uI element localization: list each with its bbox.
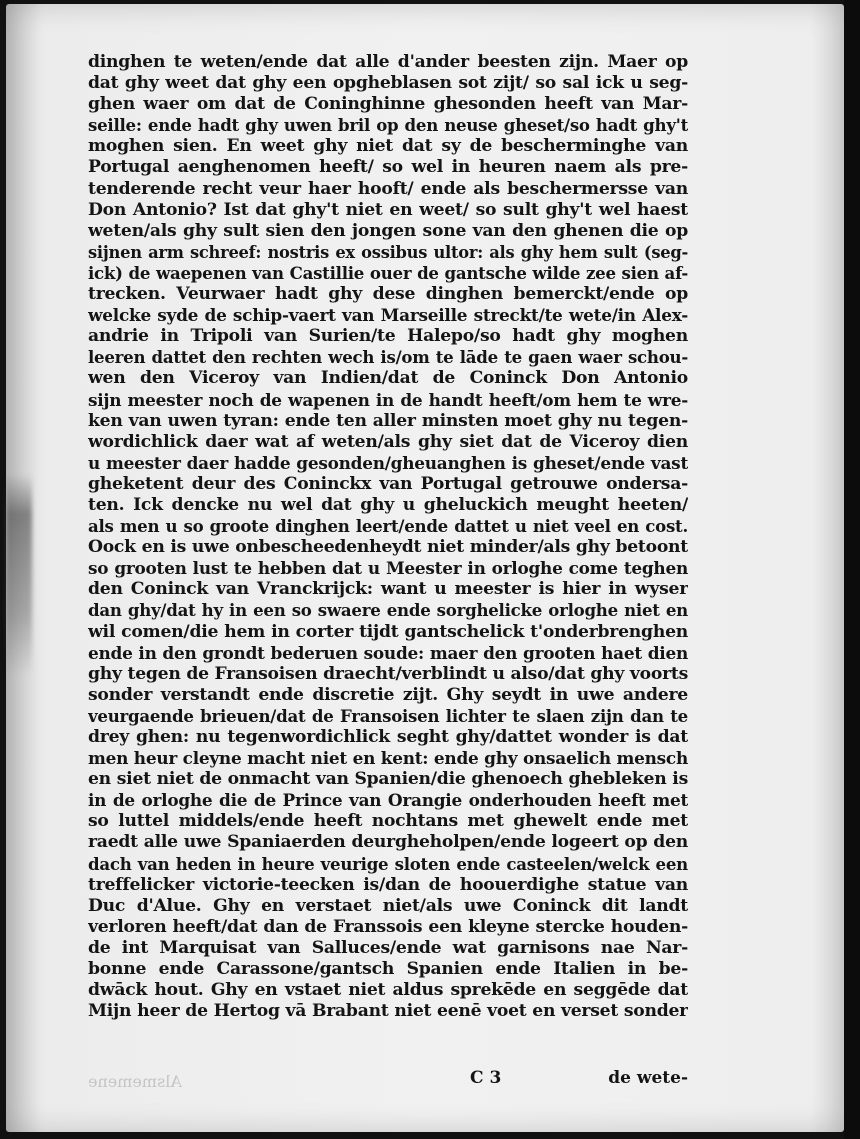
text-line: trecken. Veurwaer hadt ghy dese dinghen bemerckt/ende op	[88, 284, 688, 305]
text-line: dwāck hout. Ghy en vstaet niet aldus sprekēde en seggēde dat	[88, 980, 688, 1001]
text-line: den Coninck van Vranckrijck: want u meester is hier in wyser	[88, 579, 688, 600]
text-line: sijn meester noch de wapenen in de handt heeft/om hem te wre-	[88, 389, 688, 410]
text-line: andrie in Tripoli van Surien/te Halepo/so hadt ghy moghen	[88, 326, 688, 347]
text-line: in de orloghe die de Prince van Orangie onderhouden heeft met	[88, 790, 688, 811]
text-line: raedt alle uwe Spaniaerden deurgheholpen/ende logeert op den	[88, 832, 688, 853]
text-line: sijnen arm schreef: nostris ex ossibus ultor: als ghy hem sult (seg-	[88, 242, 688, 262]
catchword: de wete-	[608, 1068, 688, 1088]
text-line: ghen waer om dat de Coninghinne ghesonden heeft van Mar-	[88, 94, 688, 115]
text-line: wil comen/die hem in corter tijdt gantschelick t'onderbrenghen	[88, 621, 688, 642]
text-line: gheketent deur des Coninckx van Portugal getrouwe ondersa-	[88, 473, 688, 494]
text-line: so grooten lust te hebben dat u Meester in orloghe come teghen	[88, 558, 688, 579]
text-line: verloren heeft/dat dan de Franssois een kleyne stercke houden-	[88, 916, 688, 937]
text-line: ick) de waepenen van Castillie ouer de gantsche wilde zee sien af-	[88, 262, 688, 283]
text-line: men heur cleyne macht niet en kent: ende ghy onsaelich mensch	[88, 748, 688, 769]
text-line: als men u so groote dinghen leert/ende dattet u niet veel en cost.	[88, 516, 688, 537]
text-line: dach van heden in heure veurige sloten ende casteelen/welck een	[88, 853, 688, 874]
text-line: u meester daer hadde gesonden/gheuanghen is gheset/ende vast	[88, 452, 688, 473]
text-line: Oock en is uwe onbescheedenheydt niet minder/als ghy betoont	[88, 537, 688, 558]
text-line: dan ghy/dat hy in een so swaere ende sorghelicke orloghe niet en	[88, 600, 688, 621]
text-line: treffelicker victorie-teecken is/dan de hoouerdighe statue van	[88, 874, 688, 895]
text-line: ende in den grondt bederuen soude: maer den grooten haet dien	[88, 642, 688, 663]
text-line: tenderende recht veur haer hooft/ ende als beschermersse van	[88, 178, 688, 199]
scan-border	[844, 0, 860, 1139]
text-line: Mijn heer de Hertog vā Brabant niet eenē voet en verset sonder	[88, 1001, 688, 1022]
text-line: weten/als ghy sult sien den jongen sone van den ghenen die op	[88, 220, 688, 241]
text-line: veurgaende brieuen/dat de Fransoisen lichter te slaen zijn dan te	[88, 705, 688, 726]
book-page	[6, 4, 844, 1132]
text-line: dinghen te weten/ende dat alle d'ander beesten zijn. Maer op	[88, 52, 688, 72]
text-line: so luttel middels/ende heeft nochtans met ghewelt ende met	[88, 811, 688, 832]
bleed-through-text: Alsmemene	[88, 1072, 182, 1091]
text-line: wen den Viceroy van Indien/dat de Coninck Don Antonio	[88, 368, 688, 389]
text-line: wordichlick daer wat af weten/als ghy siet dat de Viceroy dien	[88, 431, 688, 452]
text-line: Duc d'Alue. Ghy en verstaet niet/als uwe Coninck dit landt	[88, 895, 688, 916]
text-line: ghy tegen de Fransoisen draecht/verblindt u also/dat ghy voorts	[88, 663, 688, 684]
text-line: Portugal aenghenomen heeft/ so wel in heuren naem als pre-	[88, 157, 688, 178]
text-line: dat ghy weet dat ghy een opgheblasen sot zijt/ so sal ick u seg-	[88, 73, 688, 94]
text-line: seille: ende hadt ghy uwen bril op den neuse gheset/so hadt ghy't	[88, 115, 688, 136]
text-line: de int Marquisat van Salluces/ende wat garnisons nae Nar-	[88, 937, 688, 958]
text-line: welcke syde de schip-vaert van Marseille streckt/te wete/in Alex-	[88, 305, 688, 326]
text-line: moghen sien. En weet ghy niet dat sy de bescherminghe van	[88, 136, 688, 157]
text-line: ten. Ick dencke nu wel dat ghy u gheluckich meught heeten/	[88, 494, 688, 515]
text-line: sonder verstandt ende discretie zijt. Ghy seydt in uwe andere	[88, 684, 688, 705]
text-line: leeren dattet den rechten wech is/om te lāde te gaen waer schou-	[88, 347, 688, 368]
text-line: Don Antonio? Ist dat ghy't niet en weet/ so sult ghy't wel haest	[88, 199, 688, 220]
text-line: bonne ende Carassone/gantsch Spanien ende Italien in be-	[88, 959, 688, 980]
signature-mark: C 3	[470, 1068, 502, 1088]
body-text	[88, 52, 688, 1022]
page-footer	[88, 1068, 688, 1094]
text-line: en siet niet de onmacht van Spanien/die ghenoech ghebleken is	[88, 769, 688, 790]
text-line: drey ghen: nu tegenwordichlick seght ghy/dattet wonder is dat	[88, 727, 688, 747]
text-line: ken van uwen tyran: ende ten aller minsten moet ghy nu tegen-	[88, 410, 688, 431]
page-stain	[6, 474, 32, 674]
